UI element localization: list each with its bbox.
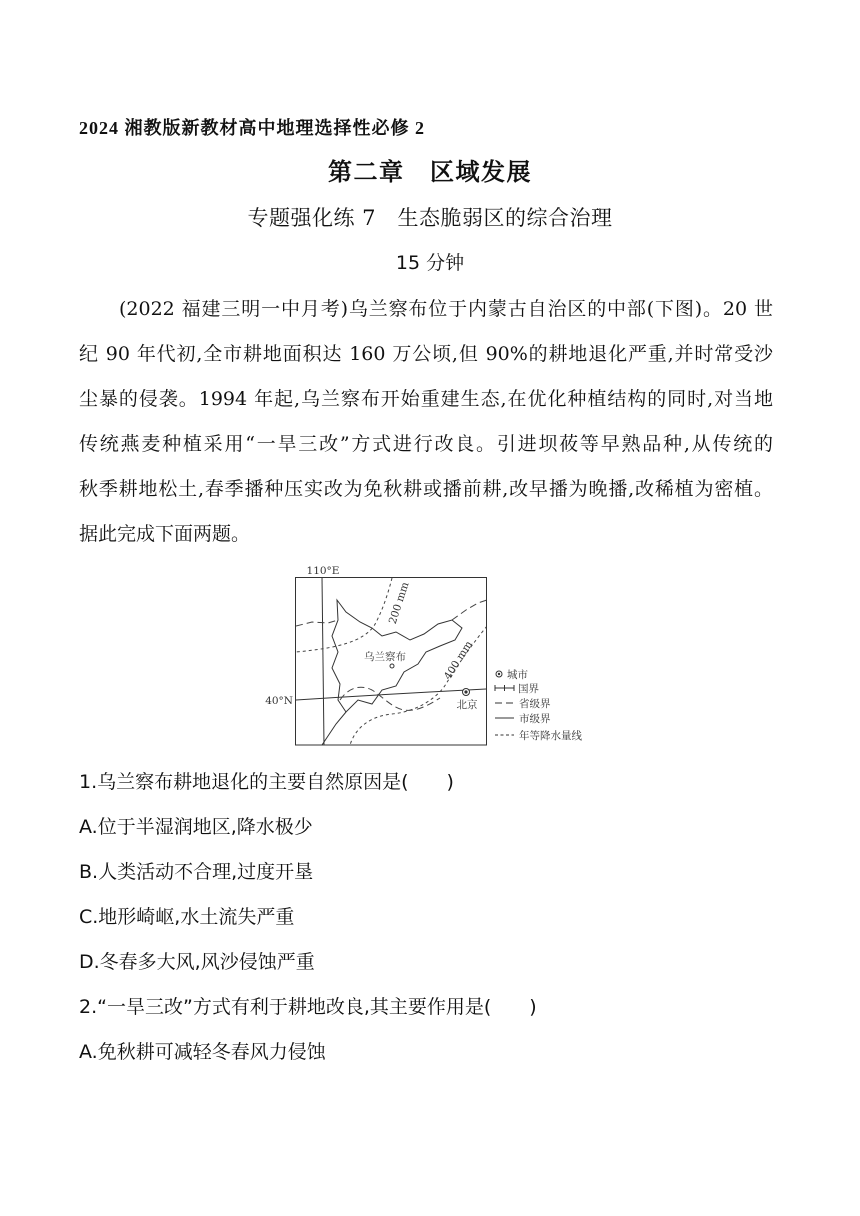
isohyet-200 xyxy=(296,578,392,652)
location-map xyxy=(260,558,600,753)
answer-option: A.免秋耕可减轻冬春风力侵蚀 xyxy=(79,1041,326,1063)
isohyet-200-label: 200 mm xyxy=(386,580,412,626)
legend-item-national-border xyxy=(495,683,539,695)
legend-label: 市级界 xyxy=(519,713,551,725)
time-limit: 15 分钟 xyxy=(395,252,465,274)
legend-item-provincial-border xyxy=(495,697,551,710)
meridian-label: 110°E xyxy=(306,565,340,577)
answer-option: A.位于半湿润地区,降水极少 xyxy=(79,816,313,838)
legend-item-isohyet xyxy=(495,729,582,742)
passage-line: 传统燕麦种植采用“一旱三改”方式进行改良。引进坝莜等早熟品种,从传统的 xyxy=(79,433,773,455)
exercise-title: 专题强化练 7 生态脆弱区的综合治理 xyxy=(247,206,613,230)
answer-option: C.地形崎岖,水土流失严重 xyxy=(79,906,295,928)
legend-label: 省级界 xyxy=(519,698,551,710)
passage-line: 纪 90 年代初,全市耕地面积达 160 万公顷,但 90%的耕地退化严重,并时常受沙 xyxy=(79,343,773,365)
ulanqab-label: 乌兰察布 xyxy=(364,651,406,663)
provincial-border xyxy=(340,687,440,710)
answer-option: B.人类活动不合理,过度开垦 xyxy=(79,861,314,883)
reading-passage xyxy=(79,287,773,557)
legend-label: 城市 xyxy=(507,669,528,681)
passage-line: 尘暴的侵袭。1994 年起,乌兰察布开始重建生态,在优化种植结构的同时,对当地 xyxy=(79,388,773,410)
legend-item-city-border xyxy=(495,712,551,725)
passage-line: 秋季耕地松土,春季播种压实改为免秋耕或播前耕,改早播为晚播,改稀植为密植。 xyxy=(79,478,773,500)
city-symbol-dot-icon xyxy=(498,673,500,675)
passage-line: 据此完成下面两题。 xyxy=(79,523,251,545)
provincial-border xyxy=(296,620,338,626)
question-stem: 1.乌兰察布耕地退化的主要自然原因是( ) xyxy=(79,771,454,793)
beijing-label: 北京 xyxy=(456,699,478,711)
meridian-line xyxy=(322,577,324,745)
chapter-title: 第二章 区域发展 xyxy=(328,157,532,186)
city-boundary xyxy=(322,712,346,745)
legend-label: 国界 xyxy=(518,683,539,695)
map-legend xyxy=(495,668,582,742)
parallel-label: 40°N xyxy=(265,695,293,707)
beijing-city-dot xyxy=(464,690,467,693)
ulanqab-city-marker xyxy=(390,664,394,668)
answer-option: D.冬春多大风,风沙侵蚀严重 xyxy=(79,951,315,973)
question-list xyxy=(79,760,779,1075)
series-title: 2024 湘教版新教材高中地理选择性必修 2 xyxy=(79,118,425,138)
legend-item-city xyxy=(496,668,528,681)
legend-label: 年等降水量线 xyxy=(519,730,582,742)
national-border-line-icon xyxy=(495,685,514,691)
provincial-border xyxy=(452,600,487,620)
isohyet-400-label: 400 mm xyxy=(441,638,476,682)
question-stem: 2.“一旱三改”方式有利于耕地改良,其主要作用是( ) xyxy=(79,996,537,1018)
passage-line: (2022 福建三明一中月考)乌兰察布位于内蒙古自治区的中部(下图)。20 世 xyxy=(119,298,773,320)
